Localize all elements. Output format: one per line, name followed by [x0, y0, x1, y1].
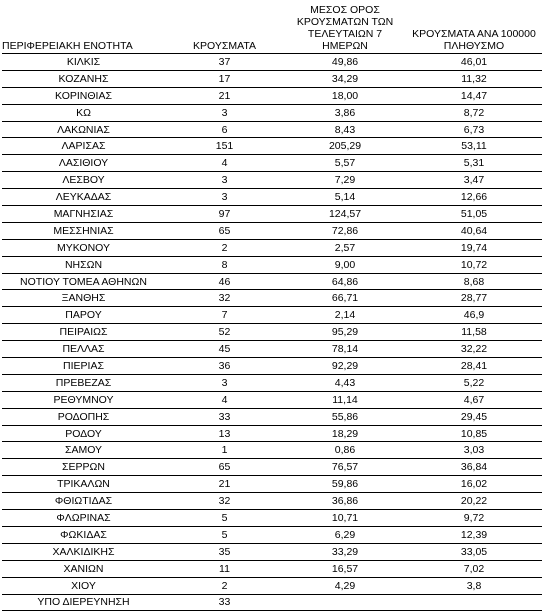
per100k-cell [406, 594, 542, 611]
table-row [2, 273, 542, 290]
cases-cell: 37 [165, 54, 284, 71]
cases-cell: 11 [165, 560, 284, 577]
cases-cell: 3 [165, 189, 284, 206]
table-body [2, 54, 542, 611]
cases-cell: 65 [165, 222, 284, 239]
per100k-cell: 53,11 [406, 138, 542, 155]
cases-cell: 2 [165, 239, 284, 256]
region-cell: ΦΛΩΡΙΝΑΣ [2, 510, 165, 527]
cases-cell: 35 [165, 543, 284, 560]
cases-cell: 21 [165, 87, 284, 104]
cases-cell: 151 [165, 138, 284, 155]
region-cell: ΛΑΡΙΣΑΣ [2, 138, 165, 155]
table-row [2, 307, 542, 324]
table-row [2, 459, 542, 476]
per100k-cell: 33,05 [406, 543, 542, 560]
avg7-cell: 72,86 [284, 222, 406, 239]
avg7-cell: 78,14 [284, 341, 406, 358]
per100k-cell: 20,22 [406, 493, 542, 510]
per100k-cell: 19,74 [406, 239, 542, 256]
per100k-cell: 8,72 [406, 104, 542, 121]
cases-cell: 17 [165, 70, 284, 87]
table-row [2, 341, 542, 358]
cases-cell: 33 [165, 594, 284, 611]
cases-cell: 8 [165, 256, 284, 273]
avg7-cell: 2,57 [284, 239, 406, 256]
region-cell: ΚΙΛΚΙΣ [2, 54, 165, 71]
cases-cell: 5 [165, 526, 284, 543]
table-row [2, 493, 542, 510]
cases-cell: 3 [165, 172, 284, 189]
cases-cell: 45 [165, 341, 284, 358]
per100k-cell: 8,68 [406, 273, 542, 290]
per100k-cell: 12,39 [406, 526, 542, 543]
header-avg7: ΜΕΣΟΣ ΟΡΟΣ ΚΡΟΥΣΜΑΤΩΝ ΤΩΝ ΤΕΛΕΥΤΑΙΩΝ 7 ΗΜΕΡΩΝ [296, 4, 394, 52]
region-cell: ΦΩΚΙΔΑΣ [2, 526, 165, 543]
header-per100k: ΚΡΟΥΣΜΑΤΑ ΑΝΑ 100000 ΠΛΗΘΥΣΜΟ [412, 28, 536, 52]
per100k-cell: 28,41 [406, 358, 542, 375]
per100k-cell: 9,72 [406, 510, 542, 527]
region-cell: ΞΑΝΘΗΣ [2, 290, 165, 307]
table-row [2, 391, 542, 408]
cases-cell: 36 [165, 358, 284, 375]
avg7-cell: 10,71 [284, 510, 406, 527]
avg7-cell: 76,57 [284, 459, 406, 476]
avg7-cell [284, 594, 406, 611]
header-row [2, 4, 542, 54]
avg7-cell: 6,29 [284, 526, 406, 543]
avg7-cell: 124,57 [284, 206, 406, 223]
table-row [2, 290, 542, 307]
region-cell: ΛΕΥΚΑΔΑΣ [2, 189, 165, 206]
avg7-cell: 34,29 [284, 70, 406, 87]
region-cell: ΜΕΣΣΗΝΙΑΣ [2, 222, 165, 239]
region-cell: ΣΕΡΡΩΝ [2, 459, 165, 476]
table-row [2, 543, 542, 560]
per100k-cell: 10,85 [406, 425, 542, 442]
header-cases: ΚΡΟΥΣΜΑΤΑ [193, 40, 256, 52]
region-cell: ΡΟΔΟΠΗΣ [2, 408, 165, 425]
table-row [2, 121, 542, 138]
avg7-cell: 18,00 [284, 87, 406, 104]
table-row [2, 408, 542, 425]
avg7-cell: 7,29 [284, 172, 406, 189]
avg7-cell: 16,57 [284, 560, 406, 577]
region-cell: ΝΗΣΩΝ [2, 256, 165, 273]
region-cell: ΠΕΛΛΑΣ [2, 341, 165, 358]
per100k-cell: 12,66 [406, 189, 542, 206]
region-cell: ΝΟΤΙΟΥ ΤΟΜΕΑ ΑΘΗΝΩΝ [2, 273, 165, 290]
per100k-cell: 51,05 [406, 206, 542, 223]
region-cell: ΣΑΜΟΥ [2, 442, 165, 459]
table-row [2, 594, 542, 611]
region-cell: ΦΘΙΩΤΙΔΑΣ [2, 493, 165, 510]
avg7-cell: 205,29 [284, 138, 406, 155]
per100k-cell: 28,77 [406, 290, 542, 307]
cases-cell: 2 [165, 577, 284, 594]
avg7-cell: 2,14 [284, 307, 406, 324]
per100k-cell: 11,58 [406, 324, 542, 341]
table-row [2, 54, 542, 71]
per100k-cell: 6,73 [406, 121, 542, 138]
avg7-cell: 55,86 [284, 408, 406, 425]
table-row [2, 324, 542, 341]
region-cell: ΡΟΔΟΥ [2, 425, 165, 442]
per100k-cell: 5,31 [406, 155, 542, 172]
avg7-cell: 9,00 [284, 256, 406, 273]
avg7-cell: 8,43 [284, 121, 406, 138]
avg7-cell: 36,86 [284, 493, 406, 510]
region-cell: ΧΙΟΥ [2, 577, 165, 594]
per100k-cell: 11,32 [406, 70, 542, 87]
avg7-cell: 64,86 [284, 273, 406, 290]
avg7-cell: 3,86 [284, 104, 406, 121]
region-cell: ΤΡΙΚΑΛΩΝ [2, 476, 165, 493]
cases-cell: 65 [165, 459, 284, 476]
avg7-cell: 0,86 [284, 442, 406, 459]
cases-cell: 21 [165, 476, 284, 493]
per100k-cell: 16,02 [406, 476, 542, 493]
avg7-cell: 49,86 [284, 54, 406, 71]
region-cell: ΡΕΘΥΜΝΟΥ [2, 391, 165, 408]
region-cell: ΚΩ [2, 104, 165, 121]
region-cell: ΚΟΡΙΝΘΙΑΣ [2, 87, 165, 104]
table-row [2, 256, 542, 273]
avg7-cell: 66,71 [284, 290, 406, 307]
per100k-cell: 40,64 [406, 222, 542, 239]
table-row [2, 70, 542, 87]
avg7-cell: 5,14 [284, 189, 406, 206]
avg7-cell: 4,29 [284, 577, 406, 594]
table-row [2, 239, 542, 256]
table-row [2, 560, 542, 577]
table-row [2, 206, 542, 223]
table-row [2, 138, 542, 155]
avg7-cell: 4,43 [284, 374, 406, 391]
per100k-cell: 3,8 [406, 577, 542, 594]
cases-cell: 32 [165, 290, 284, 307]
cases-cell: 52 [165, 324, 284, 341]
region-cell: ΠΑΡΟΥ [2, 307, 165, 324]
per100k-cell: 7,02 [406, 560, 542, 577]
region-cell: ΧΑΝΙΩΝ [2, 560, 165, 577]
region-cell: ΛΑΚΩΝΙΑΣ [2, 121, 165, 138]
avg7-cell: 11,14 [284, 391, 406, 408]
avg7-cell: 92,29 [284, 358, 406, 375]
cases-cell: 46 [165, 273, 284, 290]
table-row [2, 374, 542, 391]
cases-cell: 5 [165, 510, 284, 527]
per100k-cell: 46,9 [406, 307, 542, 324]
cases-cell: 32 [165, 493, 284, 510]
table-row [2, 172, 542, 189]
cases-cell: 7 [165, 307, 284, 324]
table-row [2, 358, 542, 375]
cases-cell: 1 [165, 442, 284, 459]
avg7-cell: 95,29 [284, 324, 406, 341]
table-header [2, 4, 542, 54]
region-cell: ΠΙΕΡΙΑΣ [2, 358, 165, 375]
per100k-cell: 36,84 [406, 459, 542, 476]
cases-cell: 3 [165, 104, 284, 121]
region-cell: ΛΕΣΒΟΥ [2, 172, 165, 189]
cases-cell: 13 [165, 425, 284, 442]
table-row [2, 104, 542, 121]
per100k-cell: 3,47 [406, 172, 542, 189]
avg7-cell: 18,29 [284, 425, 406, 442]
avg7-cell: 33,29 [284, 543, 406, 560]
region-cell: ΧΑΛΚΙΔΙΚΗΣ [2, 543, 165, 560]
region-cell: ΛΑΣΙΘΙΟΥ [2, 155, 165, 172]
table-row [2, 222, 542, 239]
per100k-cell: 32,22 [406, 341, 542, 358]
region-cell: ΥΠΟ ΔΙΕΡΕΥΝΗΣΗ [2, 594, 165, 611]
region-cell: ΜΥΚΟΝΟΥ [2, 239, 165, 256]
region-cell: ΠΡΕΒΕΖΑΣ [2, 374, 165, 391]
table-row [2, 155, 542, 172]
cases-table [2, 4, 542, 611]
cases-cell: 6 [165, 121, 284, 138]
cases-cell: 97 [165, 206, 284, 223]
avg7-cell: 59,86 [284, 476, 406, 493]
table-row [2, 526, 542, 543]
cases-cell: 4 [165, 391, 284, 408]
per100k-cell: 29,45 [406, 408, 542, 425]
per100k-cell: 14,47 [406, 87, 542, 104]
cases-cell: 4 [165, 155, 284, 172]
per100k-cell: 46,01 [406, 54, 542, 71]
per100k-cell: 5,22 [406, 374, 542, 391]
table-row [2, 442, 542, 459]
table-row [2, 425, 542, 442]
table-row [2, 577, 542, 594]
per100k-cell: 10,72 [406, 256, 542, 273]
region-cell: ΚΟΖΑΝΗΣ [2, 70, 165, 87]
region-cell: ΠΕΙΡΑΙΩΣ [2, 324, 165, 341]
table-row [2, 87, 542, 104]
header-region: ΠΕΡΙΦΕΡΕΙΑΚΗ ΕΝΟΤΗΤΑ [2, 40, 133, 52]
per100k-cell: 3,03 [406, 442, 542, 459]
avg7-cell: 5,57 [284, 155, 406, 172]
region-cell: ΜΑΓΝΗΣΙΑΣ [2, 206, 165, 223]
cases-cell: 33 [165, 408, 284, 425]
table-row [2, 189, 542, 206]
cases-cell: 3 [165, 374, 284, 391]
table-row [2, 510, 542, 527]
table-row [2, 476, 542, 493]
per100k-cell: 4,67 [406, 391, 542, 408]
